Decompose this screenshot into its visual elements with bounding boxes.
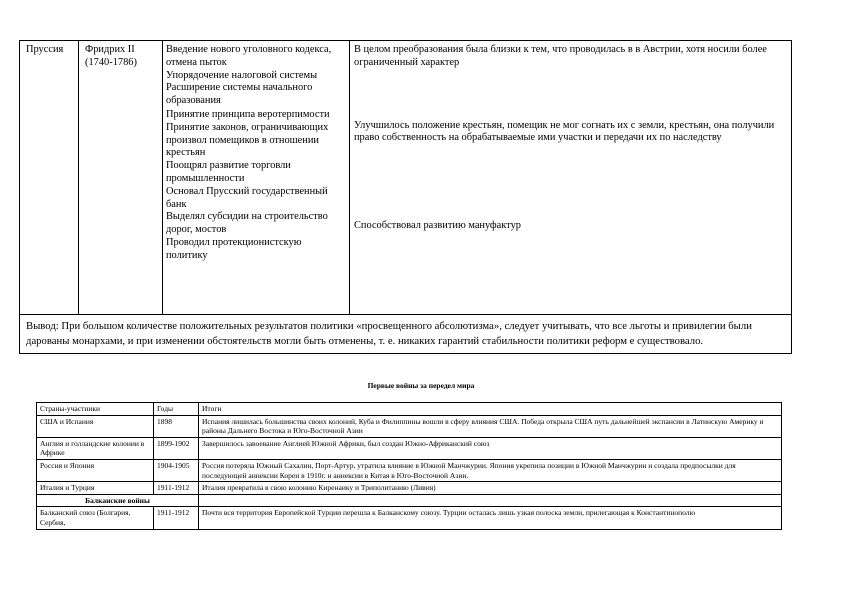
results-cell: Италия превратила в свою колонию Киренаику и Триполитанию (Ливия) bbox=[199, 482, 782, 495]
result-item: В целом преобразования была близки к тем, что проводилась в в Австрии, хотя носили более ограниченный характер bbox=[354, 44, 767, 68]
wars-table bbox=[36, 402, 782, 530]
empty-cell bbox=[199, 494, 782, 507]
header-results: Итоги bbox=[199, 403, 782, 416]
result-item: Способствовал развитию мануфактур bbox=[354, 220, 521, 232]
reform-item: Поощрял развитие торговли промышленности bbox=[166, 160, 291, 184]
results-cell: Завершилось завоевание Англией Южной Африки, был создан Южно-Африканский союз bbox=[199, 437, 782, 459]
reform-item: Проводил протекционистскую политику bbox=[166, 236, 302, 261]
reform-item: Упорядочение налоговой системы bbox=[166, 69, 318, 81]
years-cell: 1899-1902 bbox=[154, 437, 199, 459]
table-row bbox=[37, 482, 782, 495]
reform-item: Основал Прусский государственный банк bbox=[166, 185, 328, 210]
reform-item: Выделял субсидии на строительство дорог, мостов bbox=[166, 211, 328, 236]
countries-cell: Италия и Турция bbox=[37, 482, 154, 495]
conclusion-text: Вывод: При большом количестве положительных результатов политики «просвещенного абсолютизма», следует учитывать, что все льготы и привилегии были дарованы монархами, и при изменении обстоятельств могли быть отменены, т. е. никаких гарантий стабильности политики реформ е существовало. bbox=[20, 315, 792, 354]
ruler-years: (1740-1786) bbox=[85, 56, 137, 68]
reform-item: Принятие принципа веротерпимости bbox=[166, 108, 330, 120]
table-row bbox=[37, 415, 782, 437]
balkan-subheader: Балканские войны bbox=[37, 494, 199, 507]
countries-cell: США и Испания bbox=[37, 415, 154, 437]
table-header-row bbox=[37, 403, 782, 416]
header-countries: Страны-участники bbox=[37, 403, 154, 416]
ruler-name: Фридрих II bbox=[85, 44, 135, 55]
table-row bbox=[37, 459, 782, 481]
countries-cell: Россия и Япония bbox=[37, 459, 154, 481]
reform-item: Принятие законов, ограничивающих произвол помещиков в отношении крестьян bbox=[166, 121, 329, 159]
ruler-cell bbox=[79, 41, 163, 315]
reform-item: Расширение системы начального образования bbox=[166, 82, 313, 107]
years-cell: 1898 bbox=[154, 415, 199, 437]
prussia-reforms-table bbox=[19, 40, 792, 354]
country-cell bbox=[20, 41, 79, 315]
results-cell: Испания лишилась большинства своих колоний, Куба и Филиппины вошли в сферу влияния США. Победа открыла США путь дальнейшей экспансии в Латинскую Америку и районы Дальнего Востока и Юго-Восточной Азии bbox=[199, 415, 782, 437]
reform-item: Введение нового уголовного кодекса, отмена пыток bbox=[166, 44, 332, 68]
balkan-subheader-row bbox=[37, 494, 782, 507]
countries-cell: Англия и голландские колонии в Африке bbox=[37, 437, 154, 459]
header-years: Годы bbox=[154, 403, 199, 416]
table-row bbox=[37, 437, 782, 459]
results-cell: Почти вся территория Европейской Турции перешла к Балканскому союзу. Турции осталась лишь узкая полоска земли, прилегающая к Константинополю bbox=[199, 507, 782, 529]
conclusion-row bbox=[20, 315, 792, 354]
results-cell bbox=[350, 41, 792, 315]
wars-caption: Первые войны за передел мира bbox=[367, 381, 475, 390]
prussia-row bbox=[20, 41, 792, 315]
years-cell: 1904-1905 bbox=[154, 459, 199, 481]
countries-cell: Балканский союз (Болгария, Сербия, bbox=[37, 507, 154, 529]
table-row bbox=[37, 507, 782, 529]
years-cell: 1911-1912 bbox=[154, 507, 199, 529]
reforms-cell bbox=[163, 41, 350, 315]
years-cell: 1911-1912 bbox=[154, 482, 199, 495]
country-name: Пруссия bbox=[26, 44, 64, 55]
result-item: Улучшилось положение крестьян, помещик не мог согнать их с земли, крестьян, она получили право собственность на обрабатываемые ими участки и передачи их по наследству bbox=[354, 119, 775, 144]
results-cell: Россия потеряла Южный Сахалин, Порт-Артур, утратила влияние в Южной Манчжурии. Япония укрепила позиции в Южной Манчжурии и создала предпосылки для последующей аннексии Кореи в 1910г. и аннексии в Китая в Юго-Восточной Азии. bbox=[199, 459, 782, 481]
